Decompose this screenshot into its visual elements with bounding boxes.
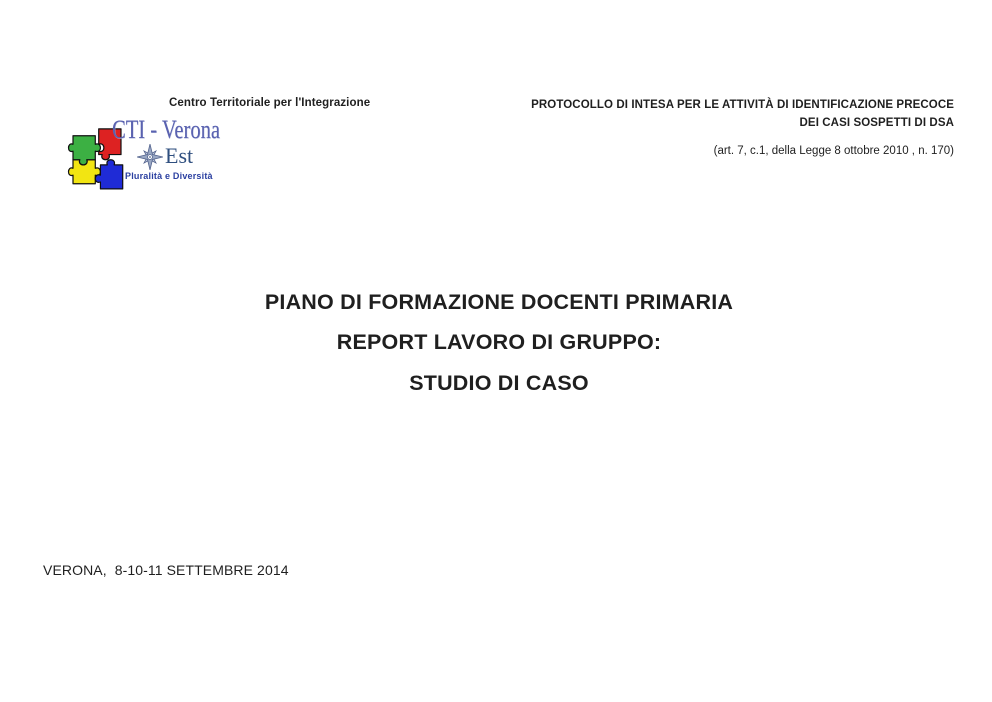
law-reference: (art. 7, c.1, della Legge 8 ottobre 2010 , n. 170) xyxy=(713,145,954,157)
protocol-title xyxy=(454,96,954,132)
protocol-title-line2: DEI CASI SOSPETTI DI DSA xyxy=(799,117,954,129)
doc-title-line-1: PIANO DI FORMAZIONE DOCENTI PRIMARIA xyxy=(264,290,734,314)
protocol-title-line1: PROTOCOLLO DI INTESA PER LE ATTIVITÀ DI IDENTIFICAZIONE PRECOCE xyxy=(531,99,954,111)
cti-verona-est-logo xyxy=(67,117,235,197)
logo-wordmark: CTI - Verona xyxy=(112,115,220,144)
org-title: Centro Territoriale per l'Integrazione xyxy=(169,97,371,109)
doc-title-line-2: REPORT LAVORO DI GRUPPO: xyxy=(336,330,662,354)
compass-rose-icon xyxy=(137,144,163,170)
logo-region-label: Est xyxy=(165,143,194,168)
doc-title-line-3: STUDIO DI CASO xyxy=(409,371,589,395)
place-date: VERONA, 8-10-11 SETTEMBRE 2014 xyxy=(43,562,289,578)
logo-tagline: Pluralità e Diversità xyxy=(125,171,213,181)
